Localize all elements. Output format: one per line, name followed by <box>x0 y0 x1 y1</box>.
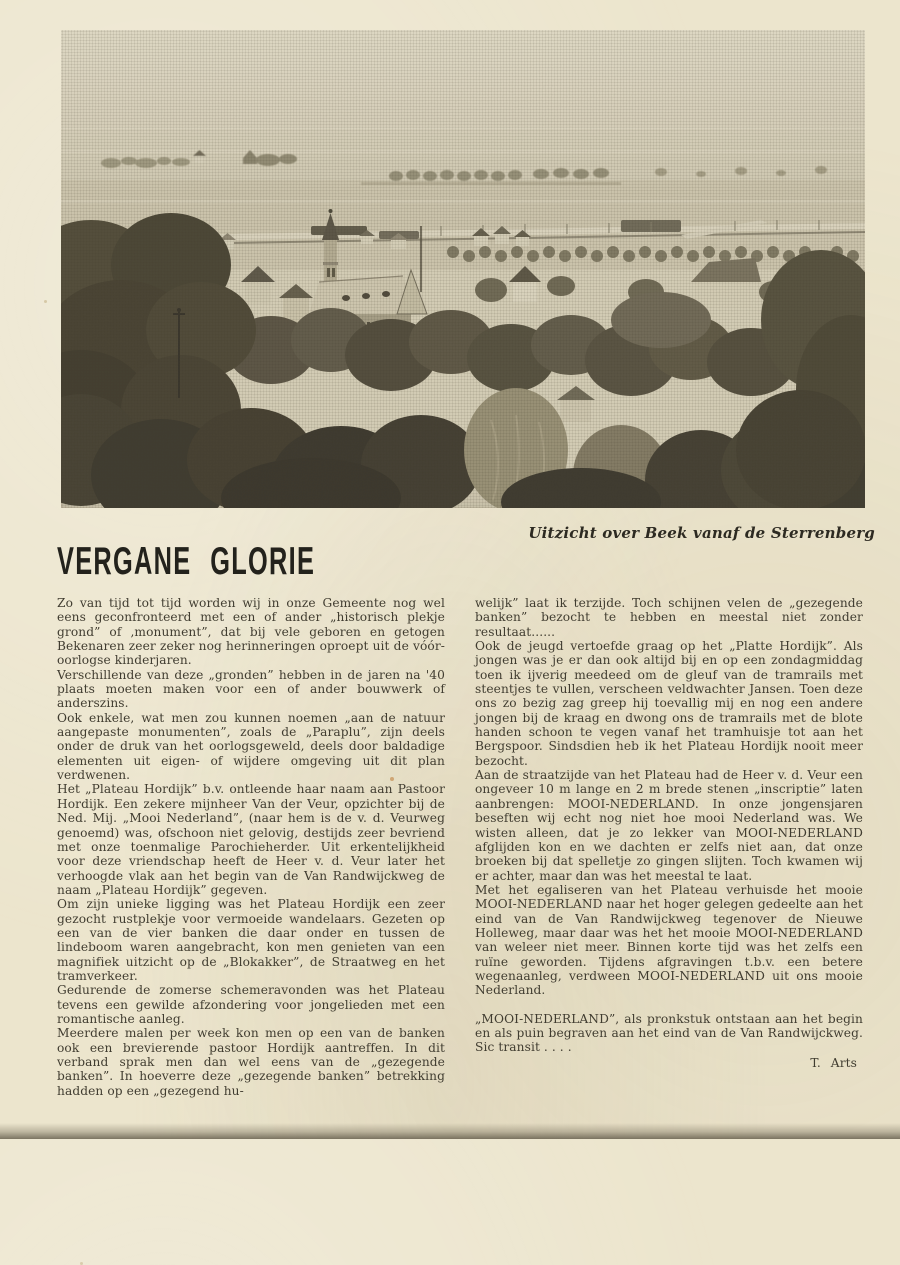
photo-caption: Uitzicht over Beek vanaf de Sterrenberg <box>528 524 875 542</box>
paragraph-right-5: „MOOI-NEDERLAND”, als pronkstuk ontstaan aan het begin en als puin begraven aan het eind van de Van Randwijckweg. Sic transit . . . . <box>475 1011 863 1055</box>
village-panorama-photo <box>61 30 865 508</box>
scan-edge-shadow <box>0 1123 900 1139</box>
paper-speck <box>44 300 47 303</box>
author-signature: T. Arts <box>810 1055 857 1070</box>
paragraph-left-4: Het „Plateau Hordijk” b.v. ontleende haar naam aan Pastoor Hordijk. Een zekere mijnheer Van der Veur, opzichter bij de Ned. Mij. „Mooi Nederland”, (naar hem is de v. d. Veurweg genoemd) was, ofschoon niet gelovig, destijds zeer bevriend met onze toenmalige Parochieherder. Uit erkentelijkheid voor deze vriendschap heeft de Heer v. d. Veur later het verhoogde vlak aan het begin van de Van Randwijckweg de naam „Plateau Hordijk” gegeven. <box>57 782 445 897</box>
paragraph-left-2: Verschillende van deze „gronden” hebben in de jaren na '40 plaats moeten maken voor een of ander bouwwerk of anderszins. <box>57 667 445 711</box>
paragraph-right-1: welijk” laat ik terzijde. Toch schijnen velen de „gezegende banken” bezocht te hebben en meestal niet zonder resultaat...... <box>475 596 863 639</box>
paragraph-right-2: Ook de jeugd vertoefde graag op het „Platte Hordijk”. Als jongen was je er dan ook altijd bij en op een zondagmiddag toen ik ijverig meedeed om de gleuf van de tramrails met steentjes te vullen, verscheen veldwachter Jansen. Toen deze ons zo bezig zag greep hij toevallig mij en nog een andere jongen bij de kraag en dwong ons de tramrails met de blote handen schoon te vegen vanaf het tramhuisje tot aan het Bergspoor. Sindsdien heb ik het Plateau Hordijk nooit meer bezocht. <box>475 639 863 768</box>
paragraph-left-1: Zo van tijd tot tijd worden wij in onze Gemeente nog wel eens geconfronteerd met een of ander „historisch plekje grond” of ,monument”, dat bij vele geboren en getogen Bekenaren zeer zeker nog herinneringen oproept uit de vóór-oorlogse kinderjaren. <box>57 596 445 668</box>
paragraph-left-5: Om zijn unieke ligging was het Plateau Hordijk een zeer gezocht rustplekje voor vermoeide wandelaars. Gezeten op een van de vier banken die daar onder en tussen de lindeboom waren aangebracht, kon men genieten van een magnifiek uitzicht op de „Blokakker”, de Straatweg en het tramverkeer. <box>57 897 445 983</box>
panorama-illustration <box>61 30 865 508</box>
right-column <box>475 596 863 1098</box>
paragraph-left-7: Meerdere malen per week kon men op een van de banken ook een brevierende pastoor Hordijk aantreffen. In dit verband sprak men dan wel eens van de „gezegende banken”. In hoeverre deze „gezegende banken” betrekking hadden op een „gezegend hu- <box>57 1026 445 1098</box>
paragraph-left-6: Gedurende de zomerse schemeravonden was het Plateau tevens een gewilde afzondering voor jongelieden met een romantische aanleg. <box>57 983 445 1026</box>
left-column <box>57 596 445 1098</box>
article-body <box>57 596 863 1098</box>
paragraph-right-3: Aan de straatzijde van het Plateau had de Heer v. d. Veur een ongeveer 10 m lange en 2 m brede stenen „inscriptie” laten aanbrengen: MOOI-NEDERLAND. In onze jongensjaren beseften wij echt nog niet hoe mooi Nederland was. We wisten alleen, dat je zo lekker van MOOI-NEDERLAND afglijden kon en we dachten er zelfs niet aan, dat onze broeken bij dat spelletje zo gingen slijten. Toch kwamen wij er achter, maar dan was het meestal te laat. <box>475 768 863 883</box>
article-title: VERGANE GLORIE <box>57 540 316 583</box>
paragraph-left-3: Ook enkele, wat men zou kunnen noemen „aan de natuur aangepaste monumenten”, zoals de „Paraplu”, zijn deels onder de druk van het oorlogsgeweld, deels door baldadige elementen uit eigen- of wijdere omgeving uit dit plan verdwenen. <box>57 710 445 783</box>
paragraph-right-4: Met het egaliseren van het Plateau verhuisde het mooie MOOI-NEDERLAND naar het hoger gelegen gedeelte aan het eind van de Van Randwijckweg tegenover de Nieuwe Holleweg, maar daar was het het mooie MOOI-NEDERLAND van weleer niet meer. Binnen korte tijd was het zelfs een ruïne geworden. Tijdens afgravingen t.b.v. een betere wegenaanleg, verdween MOOI-NEDERLAND uit ons mooie Nederland. <box>475 882 863 998</box>
